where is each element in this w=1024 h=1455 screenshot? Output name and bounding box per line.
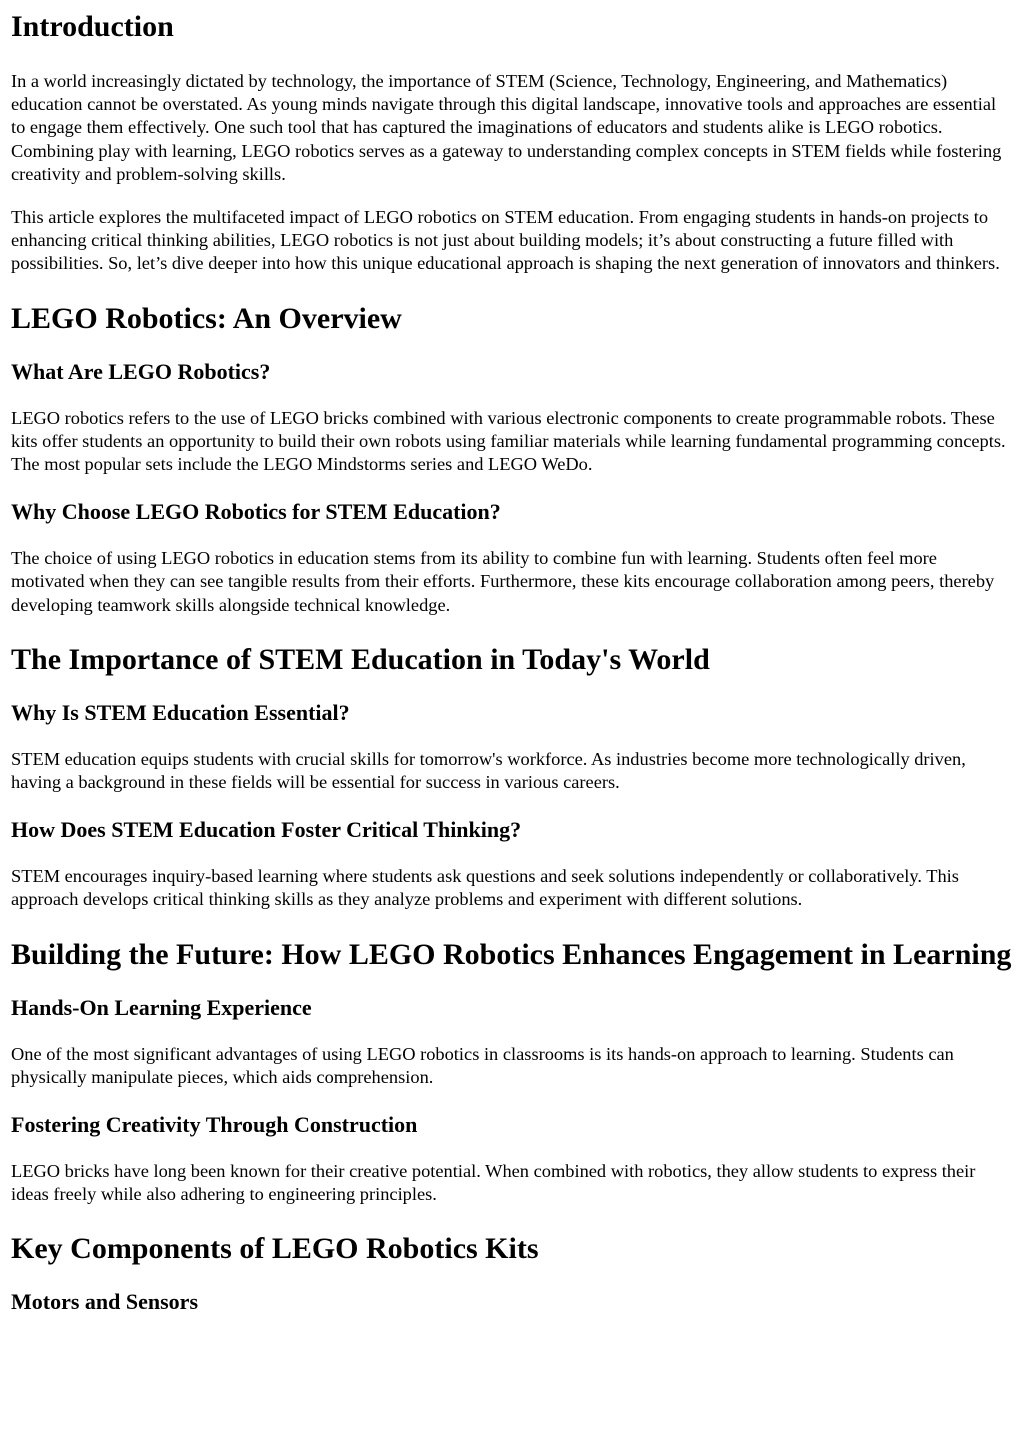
hands-on-body: One of the most significant advantages of using LEGO robotics in classrooms is its hands-on approach to learning. Students can physically manipulate pieces, which aids comprehension. [11, 1043, 954, 1087]
hands-on-heading: Hands-On Learning Experience [11, 994, 312, 1020]
building-future-heading: Building the Future: How LEGO Robotics Enhances Engagement in Learning [11, 937, 1012, 971]
intro-paragraph-1: In a world increasingly dictated by technology, the importance of STEM (Science, Technology, Engineering, and Mathematics) education cannot be overstated. As young minds navigate through this digital landscape, innovative tools and approaches are essential to engage them effectively. One such tool that has captured the imaginations of educators and students alike is LEGO robotics. Combining play with learning, LEGO robotics serves as a gateway to understanding complex concepts in STEM fields while fostering creativity and problem-solving skills. [11, 71, 1002, 184]
intro-heading: Introduction [11, 10, 174, 43]
overview-heading: LEGO Robotics: An Overview [11, 301, 402, 335]
motors-sensors-heading: Motors and Sensors [11, 1289, 199, 1315]
what-are-lego-robotics-heading: What Are LEGO Robotics? [11, 358, 271, 384]
critical-thinking-body: STEM encourages inquiry-based learning where students ask questions and seek solutions independently or collaboratively. This approach develops critical thinking skills as they analyze problems and experiment with different solutions. [11, 866, 959, 910]
intro-paragraph-2: This article explores the multifaceted impact of LEGO robotics on STEM education. From engaging students in hands-on projects to enhancing critical thinking abilities, LEGO robotics is not just about building models; it’s about constructing a future filled with possibilities. So, let’s dive deeper into how this unique educational approach is shaping the next generation of innovators and thinkers. [11, 207, 1000, 274]
why-choose-lego-heading: Why Choose LEGO Robotics for STEM Education? [11, 499, 501, 525]
stem-importance-heading: The Importance of STEM Education in Today's World [11, 642, 710, 676]
creativity-body: LEGO bricks have long been known for their creative potential. When combined with robotics, they allow students to express their ideas freely while also adhering to engineering principles. [11, 1161, 976, 1205]
article [0, 9, 1024, 1315]
critical-thinking-heading: How Does STEM Education Foster Critical Thinking? [11, 817, 522, 843]
why-stem-essential-heading: Why Is STEM Education Essential? [11, 699, 350, 725]
key-components-heading: Key Components of LEGO Robotics Kits [11, 1232, 539, 1266]
why-choose-lego-body: The choice of using LEGO robotics in education stems from its ability to combine fun with learning. Students often feel more motivated when they can see tangible results from their efforts. Furthermore, these kits encourage collaboration among peers, thereby developing teamwork skills alongside technical knowledge. [11, 548, 995, 615]
creativity-heading: Fostering Creativity Through Construction [11, 1112, 418, 1138]
what-are-lego-robotics-body: LEGO robotics refers to the use of LEGO bricks combined with various electronic components to create programmable robots. These kits offer students an opportunity to build their own robots using familiar materials while learning fundamental programming concepts. The most popular sets include the LEGO Mindstorms series and LEGO WeDo. [11, 407, 1006, 475]
why-stem-essential-body: STEM education equips students with crucial skills for tomorrow's workforce. As industries become more technologically driven, having a background in these fields will be essential for success in various careers. [11, 748, 966, 793]
